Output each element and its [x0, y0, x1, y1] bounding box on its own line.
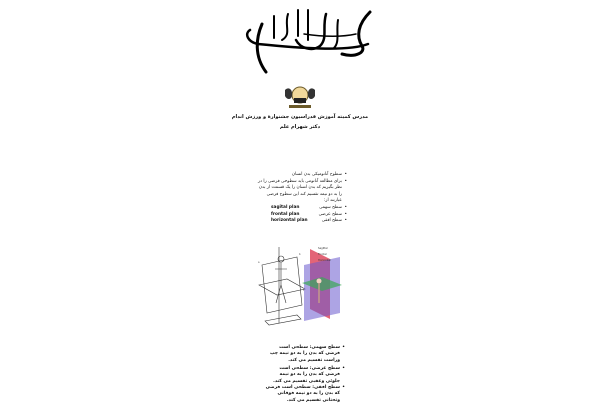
definition-horizontal: • سطح افقی: سطحی است فرضی که بدن را به دو نیمه فوقانی وتحتانی تقسیم می کند. [265, 385, 345, 403]
definition-text: سطح عرضی: سطحی است فرضی که بدن را به دو نیمه جلوئی وعقبی تقسیم می کند. [273, 366, 340, 384]
svg-text:c: c [303, 289, 305, 292]
plane-row-horizontal [255, 218, 347, 225]
plane-name-fa: سطح افقی • [322, 218, 342, 225]
plane-name-en: horizontal plan [271, 218, 308, 224]
plane-name-en: sagital plan [271, 204, 300, 210]
instructor-title: مدرس کمیته آموزش فدراسیون جشنوارۀ و ورزش اندام [231, 114, 369, 120]
definition-text: سطح سهمی: سطحی است فرضی که بدن را به دو نیمه چپ وراست تقسیم می کند. [269, 345, 340, 363]
colored-planes-figure [300, 243, 344, 325]
bismillah-calligraphy [238, 4, 378, 76]
label-horizontal: Horizontal [318, 259, 331, 262]
definition-text: سطح افقی: سطحی است فرضی که بدن را به دو نیمه فوقانی وتحتانی تقسیم می کند. [265, 385, 340, 403]
svg-text:a: a [258, 261, 260, 264]
list-item: • سطوح آناتومیکی بدن انسان [255, 172, 342, 179]
plane-name-fa: سطح عرضی • [319, 212, 342, 219]
author-name: دکتر شهرام علم [279, 124, 321, 130]
anatomy-planes-list [255, 172, 347, 225]
plane-row-sagittal [255, 205, 347, 212]
label-frontal: Frontal [318, 253, 327, 256]
label-sagittal: Sagittal [318, 247, 328, 250]
list-item: • برای مطالعه آناتومی باید سطوحی فرضی را در نظر بگیریم که بدن انسان را یک قسمت از بدن را به دو نیمه تقسیم کند این سطوح فرضی عبارتند از: [255, 179, 342, 205]
definition-sagittal: • سطح سهمی: سطحی است فرضی که بدن را به دو نیمه چپ وراست تقسیم می کند. [269, 345, 345, 363]
federation-logo [283, 84, 317, 110]
svg-text:b: b [299, 253, 301, 256]
plane-name-en: frontal plan [271, 211, 300, 217]
plane-name-fa: سطح سهمی • [319, 205, 342, 212]
definition-frontal: • سطح عرضی: سطحی است فرضی که بدن را به دو نیمه جلوئی وعقبی تقسیم می کند. [273, 366, 345, 384]
